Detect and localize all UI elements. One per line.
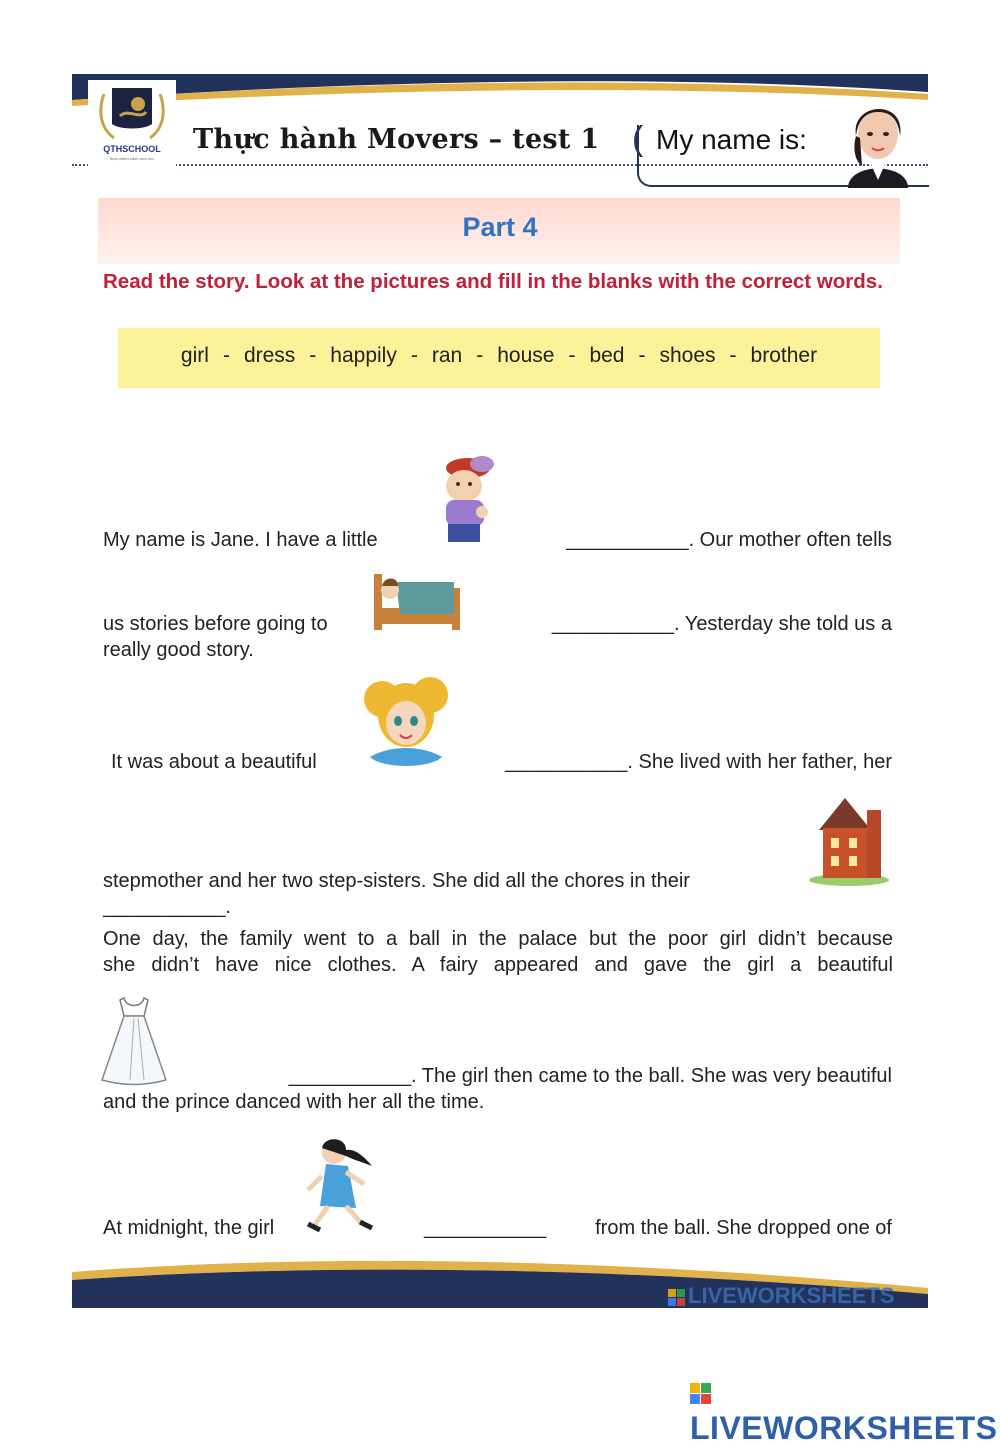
word-bank-separator: - — [476, 344, 484, 367]
school-logo-text: QTHSCHOOL — [103, 144, 161, 154]
word-bank-separator: - — [222, 344, 230, 367]
story-line-7c: from the ball. She dropped one of — [595, 1217, 892, 1239]
part-title: Part 4 — [462, 212, 538, 242]
word-bank-item: happily — [330, 344, 397, 367]
word-bank-separator: - — [729, 344, 737, 367]
word-bank-item: bed — [589, 344, 625, 367]
word-bank-item: brother — [750, 344, 818, 367]
word-bank — [118, 344, 880, 368]
word-bank-item: girl — [180, 344, 209, 367]
page-title: Thực hành Movers – test 1 — [193, 124, 600, 155]
instructions: Read the story. Look at the pictures and fill in the blanks with the correct words. — [103, 270, 883, 293]
bed-picture — [370, 568, 464, 634]
header-swoosh — [72, 74, 928, 114]
girl-picture — [360, 665, 452, 773]
story-line-2b[interactable]: ___________. Yesterday she told us a — [551, 613, 892, 635]
brand-text: LIVEWORKSHEETS — [690, 1410, 998, 1446]
story-line-5a: One day, the family went to a ball in the palace but the poor girl didn’t because — [103, 928, 893, 950]
story-line-6b: and the prince danced with her all the time. — [103, 1091, 485, 1113]
story-line-5b: she didn’t have nice clothes. A fairy appeared and gave the girl a beautiful — [103, 954, 893, 976]
story-line-3a: It was about a beautiful — [111, 751, 317, 773]
name-label: My name is: — [656, 124, 807, 155]
story-line-6a[interactable]: ___________. The girl then came to the ball. She was very beautiful — [288, 1065, 892, 1087]
watermark-small: LIVEWORKSHEETS — [668, 1283, 895, 1309]
word-bank-separator: - — [309, 344, 317, 367]
name-box-bracket: ( — [632, 120, 644, 158]
liveworksheets-brand[interactable] — [690, 1373, 1000, 1447]
word-bank-separator: - — [638, 344, 646, 367]
liveworksheets-logo-icon — [690, 1383, 711, 1404]
story-line-4a: stepmother and her two step-sisters. She did all the chores in their — [103, 870, 690, 892]
house-picture — [805, 790, 891, 888]
word-bank-separator: - — [568, 344, 576, 367]
story-line-2a: us stories before going to — [103, 613, 328, 635]
word-bank-item: shoes — [659, 344, 716, 367]
teacher-avatar — [838, 92, 918, 188]
story-line-1b[interactable]: ___________. Our mother often tells — [566, 529, 892, 551]
school-logo — [88, 80, 176, 166]
svg-text:thực chiến cánh ước mơ: thực chiến cánh ước mơ — [110, 156, 154, 161]
running-girl-picture — [306, 1136, 378, 1238]
liveworksheets-icon — [668, 1289, 685, 1306]
word-bank-item: ran — [431, 344, 463, 367]
brother-picture — [432, 454, 498, 548]
story-line-7a: At midnight, the girl — [103, 1217, 275, 1239]
story-line-3b[interactable]: ___________. She lived with her father, her — [505, 751, 892, 773]
word-bank-item: house — [497, 344, 555, 367]
story-line-2c: really good story. — [103, 639, 254, 661]
word-bank-item: dress — [243, 344, 296, 367]
dress-picture — [100, 994, 168, 1086]
word-bank-separator: - — [410, 344, 418, 367]
story-line-4b[interactable]: ___________. — [103, 896, 231, 918]
story-line-7b[interactable]: ___________ — [424, 1217, 547, 1239]
story-line-1a: My name is Jane. I have a little — [103, 529, 378, 551]
